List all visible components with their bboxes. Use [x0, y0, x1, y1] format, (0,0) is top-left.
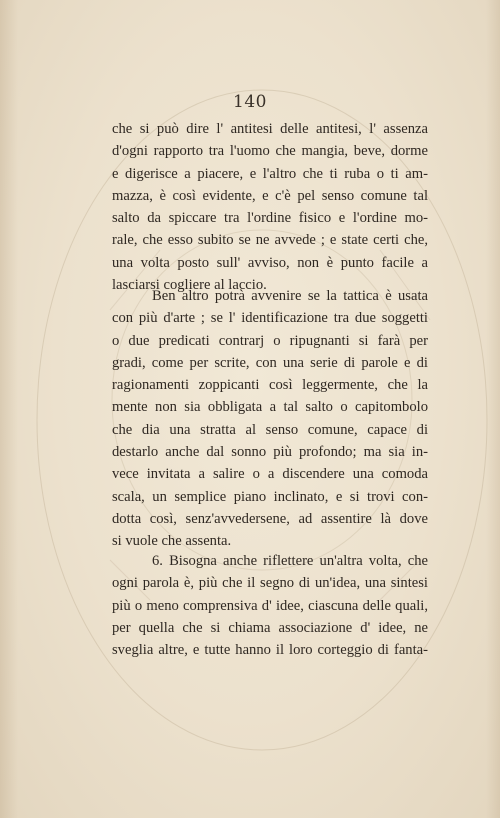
text-line: o due predicati contrarj o ripugnanti si farà per — [112, 332, 428, 349]
text-line: che si può dire l' antitesi delle antitesi, l' assenza — [112, 121, 428, 137]
text-line: destarlo anche dal sonno più profondo; ma sia in- — [112, 444, 428, 461]
text-line: dotta così, senz'avvedersene, ad assentire là dove — [112, 510, 428, 527]
text-line: con più d'arte ; se l' identificazione tra due soggetti — [112, 310, 428, 327]
text-line: salto da spiccare tra l'ordine fisico e l'ordine mo- — [112, 210, 428, 227]
paragraph-2 — [112, 285, 428, 553]
text-line: una volta posto sull' avviso, non è punto facile a — [112, 254, 428, 271]
text-line: vece invitata a salire o a discendere una comoda — [112, 466, 428, 483]
text-line: più o meno comprensiva d' idee, ciascuna delle quali, — [112, 597, 428, 614]
paragraph-3 — [112, 550, 428, 661]
text-line: mente non sia obbligata a tal salto o capitombolo — [112, 399, 428, 416]
text-line: 6. Bisogna anche riflettere un'altra volta, che — [152, 553, 428, 569]
text-line: gradi, come per scrite, con una serie di parole e di — [112, 354, 428, 371]
text-line: che dia una stratta al senso comune, capace di — [112, 421, 428, 438]
text-line: scala, un semplice piano inclinato, e si trovi con- — [112, 488, 428, 505]
text-line: Ben altro potrà avvenire se la tattica è usata — [152, 288, 428, 304]
text-line: e digerisce a piacere, e l'altro che ti ruba o ti am- — [112, 165, 428, 182]
text-line: d'ogni rapporto tra l'uomo che mangia, beve, dorme — [112, 143, 428, 160]
text-line: mazza, è così evidente, e c'è pel senso comune tal — [112, 187, 428, 204]
text-line: sveglia altre, e tutte hanno il loro corteggio di fanta- — [112, 642, 428, 659]
text-line: ogni parola è, più che il segno di un'idea, una sintesi — [112, 575, 428, 592]
text-line: ragionamenti zoppicanti così leggermente, che la — [112, 377, 428, 394]
text-line: per quella che si chiama associazione d' idee, ne — [112, 619, 428, 636]
text-line: rale, che esso subito se ne avvede ; e state certi che, — [112, 232, 428, 249]
text-line: si vuole che assenta. — [112, 533, 232, 550]
text-line: lasciarsi cogliere al laccio. — [112, 277, 267, 294]
paragraph-1 — [112, 118, 428, 296]
page-number: 140 — [233, 92, 267, 112]
